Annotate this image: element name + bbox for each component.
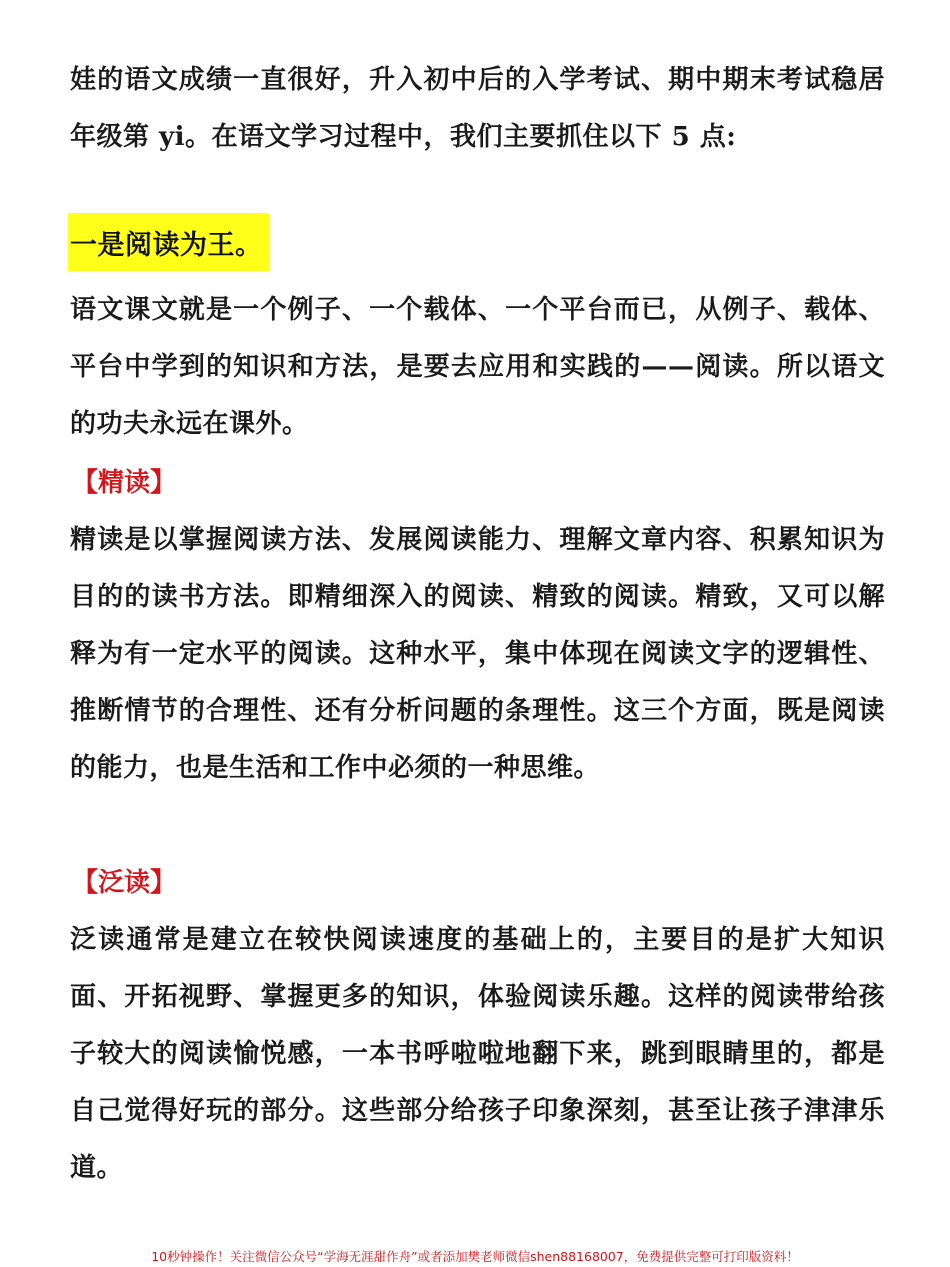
extensive-reading-paragraph: 泛读通常是建立在较快阅读速度的基础上的，主要目的是扩大知识面、开拓视野、掌握更多的知识，体验阅读乐趣。这样的阅读带给孩子较大的阅读愉悦感，一本书呼啦啦地翻下来，跳到眼睛里的，都是自己觉得好玩的部分。这些部分给孩子印象深刻，甚至让孩子津津乐道。 <box>70 925 885 1183</box>
extensive-reading-label: 【泛读】 <box>72 868 177 898</box>
footer-notice: 10秒钟操作！关注微信公众号“学海无涯甜作舟”或者添加樊老师微信shen88168007，免费提供完整可打印版资料！ <box>151 1249 799 1264</box>
intro-paragraph: 娃的语文成绩一直很好，升入初中后的入学考试、期中期末考试稳居年级第 yi。在语文学习过程中，我们主要抓住以下 5 点: <box>70 65 885 152</box>
intensive-reading-label: 【精读】 <box>72 468 177 498</box>
highlighted-heading <box>68 213 269 271</box>
intensive-reading-paragraph: 精读是以掌握阅读方法、发展阅读能力、理解文章内容、积累知识为目的的读书方法。即精细深入的阅读、精致的阅读。精致，又可以解释为有一定水平的阅读。这种水平，集中体现在阅读文字的逻辑性、推断情节的合理性、还有分析问题的条理性。这三个方面，既是阅读的能力，也是生活和工作中必须的一种思维。 <box>70 525 885 783</box>
section-heading: 一是阅读为王。 <box>70 229 263 261</box>
reading-paragraph: 语文课文就是一个例子、一个载体、一个平台而已，从例子、载体、平台中学到的知识和方法，是要去应用和实践的——阅读。所以语文的功夫永远在课外。 <box>70 295 885 439</box>
